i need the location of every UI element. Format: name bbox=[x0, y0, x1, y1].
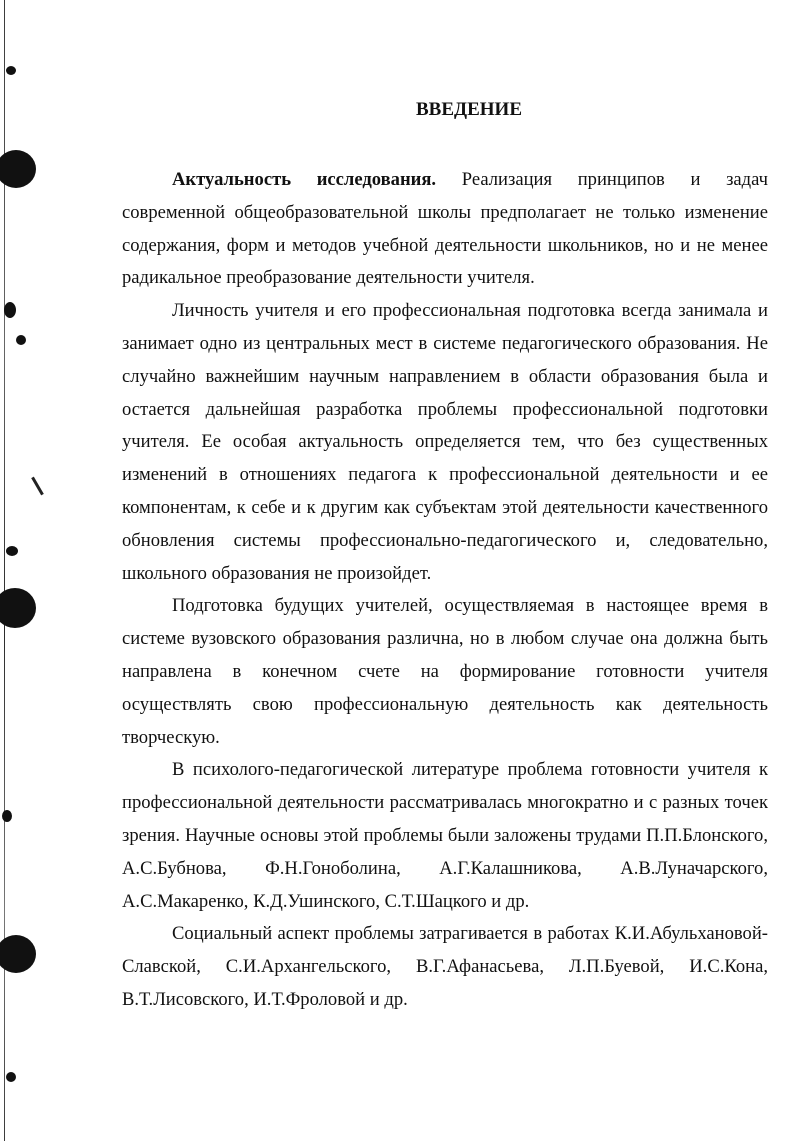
punch-hole bbox=[6, 66, 16, 75]
paragraph-text: Реализация принципов и задач современной общеобразовательной школы предполагает не только изменение содержания, форм и методов учебной деятельности школьников, но и не менее радикальное преобразование деятельности учителя. bbox=[122, 169, 768, 289]
punch-hole bbox=[6, 546, 18, 556]
punch-hole bbox=[0, 588, 36, 628]
paragraph-lead: Актуальность исследования. bbox=[172, 169, 437, 190]
document-title: ВВЕДЕНИЕ bbox=[416, 99, 522, 120]
paragraph-relevance bbox=[122, 164, 768, 295]
paragraph-text: Подготовка будущих учителей, осуществляемая в настоящее время в системе вузовского образования различна, но в любом случае она должна быть направлена в конечном счете на формирование готовности учителя осуществлять свою профессиональную деятельность как деятельность творческую. bbox=[122, 595, 768, 748]
paragraph-teacher-training bbox=[122, 295, 768, 590]
punch-hole bbox=[4, 302, 16, 318]
paragraph-text: В психолого-педагогической литературе проблема готовности учителя к профессиональной деятельности рассматривалась многократно и с разных точек зрения. Научные основы этой проблемы были заложены трудами П.П.Блонского, А.С.Бубнова, Ф.Н.Гоноболина, А.Г.Калашникова, А.В.Луначарского, А.С.Макаренко, К.Д.Ушинского, С.Т.Шацкого и др. bbox=[122, 759, 768, 912]
paragraph-future-teachers bbox=[122, 590, 768, 754]
paragraph-text: Социальный аспект проблемы затрагивается в работах К.И.Абульхановой-Славской, С.И.Архангельского, В.Г.Афанасьева, Л.П.Буевой, И.С.Кона, В.Т.Лисовского, И.Т.Фроловой и др. bbox=[122, 923, 768, 1010]
paragraph-text: Личность учителя и его профессиональная подготовка всегда занимала и занимает одно из центральных мест в системе педагогического образования. Не случайно важнейшим научным направлением в области образования была и остается дальнейшая разработка проблемы профессиональной подготовки учителя. Ее особая актуальность определяется тем, что без существенных изменений в отношениях педагога к профессиональной деятельности и ее компонентам, к себе и к другим как субъектам этой деятельности качественного обновления системы профессионально-педагогического и, следовательно, школьного образования не произойдет. bbox=[122, 300, 768, 584]
document-body bbox=[122, 98, 768, 1017]
paragraph-social-aspect bbox=[122, 918, 768, 1016]
scan-speck bbox=[31, 477, 44, 496]
punch-hole bbox=[16, 335, 26, 345]
punch-hole bbox=[2, 810, 12, 822]
punch-hole bbox=[6, 1072, 16, 1082]
punch-hole bbox=[0, 935, 36, 973]
paragraph-literature bbox=[122, 754, 768, 918]
punch-hole bbox=[0, 150, 36, 188]
scan-binding-edge bbox=[0, 0, 14, 1141]
